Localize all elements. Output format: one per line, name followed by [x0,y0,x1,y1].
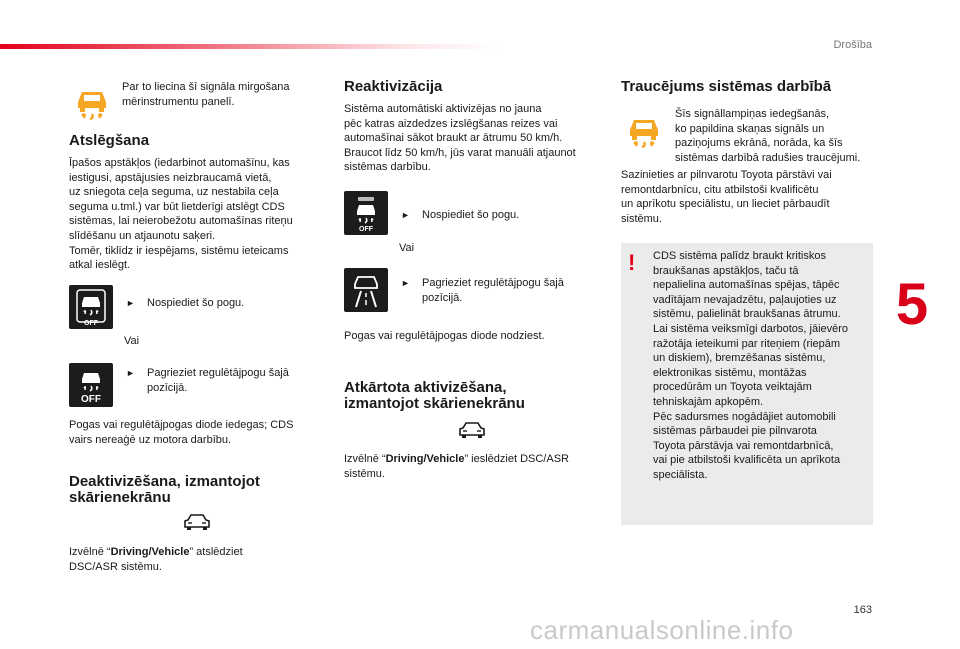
or-label: Vai [399,242,415,254]
reactivation-paragraph: Sistēma automātiski aktivizējas no jauna pēc katras aizdedzes izslēgšanas reizes vai automašīnai sākot braukt ar ātrumu 50 km/h. Braucot līdz 50 km/h, jūs varat manuāli atjaunot sistēmas darbību. [344,103,576,174]
warning-exclamation-icon: ! [628,250,636,275]
section-title: Drošība [833,39,872,51]
heading-touch-off: Deaktivizēšana, izmantojot skārienekrānu [69,473,260,506]
skid-warning-orange-icon [72,84,112,120]
or-label: Vai [124,335,140,347]
svg-text:OFF: OFF [359,226,373,232]
watermark: carmanualsonline.info [530,615,794,645]
intro-text: Par to liecina šī signāla mirgošana mērinstrumentu panelī. [122,81,290,108]
skid-warning-orange-icon [624,112,664,148]
led-on-text: Pogas vai regulētājpogas diode iedegas; CDS vairs nereaģē uz motora darbību. [69,419,294,446]
turn-wheel-bullet: ► Pagrieziet regulētājpogu šajā pozīcijā. [401,277,564,304]
esc-off-button-icon [344,191,388,235]
arrow-bullet-icon: ► [126,368,135,378]
arrow-bullet-icon: ► [126,298,135,308]
esc-off-button-icon [69,285,113,329]
car-road-wheel-icon [344,268,388,312]
fault-indented-paragraph: Šīs signāllampiņas iedegšanās, ko papildina skaņas signāls un paziņojums ekrānā, norāda, ka šīs sistēmas darbībā radušies traucējumi. [675,108,861,164]
page-number: 163 [853,604,872,616]
touch-off-text: Izvēlnē “Driving/Vehicle” atslēdziet DSC/ASR sistēmu. [69,546,243,573]
press-button-bullet: ► Nospiediet šo pogu. [126,297,245,309]
esc-off-wheel-icon [69,363,113,407]
heading-touch-on: Atkārtota aktivizēšana, izmantojot skārienekrānu [344,379,525,412]
car-icon [182,512,212,534]
led-off-text: Pogas vai regulētājpogas diode nodziest. [344,330,545,342]
press-button-bullet: ► Nospiediet šo pogu. [401,209,520,221]
heading-switch-off: Atslēgšana [69,132,150,149]
fault-paragraph: Sazinieties ar pilnvarotu Toyota pārstāvi vai remontdarbnīcu, citu atbilstoši kvalificētu un aprīkotu speciālistu, un lieciet pārbaudīt sistēmu. [621,169,832,225]
turn-wheel-bullet: ► Pagrieziet regulētājpogu šajā pozīcijā. [126,367,289,394]
arrow-bullet-icon: ► [401,278,410,288]
switch-off-paragraph: Īpašos apstākļos (iedarbinot automašīnu, kas iestigusi, apstājusies neizbraucamā vietā, uz sniegota ceļa seguma, uz nestabila ceļa seguma u.tml.) var būt lietderīgi atslēgt CDS sistēmas, lai neierobežotu automašīnas riteņu slīdēšanu un atjaunotu saķeri. Tomēr, tiklīdz ir iespējams, sistēmu ieteicams atkal ieslēgt. [69,157,293,272]
header-accent-bar [0,44,500,49]
touch-on-text: Izvēlnē “Driving/Vehicle” ieslēdziet DSC/ASR sistēmu. [344,453,569,480]
chapter-number: 5 [895,272,929,337]
car-icon [457,420,487,442]
svg-text:OFF: OFF [81,394,101,404]
off-label: OFF [84,320,98,326]
heading-reactivation: Reaktivizācija [344,78,443,95]
warning-text: CDS sistēma palīdz braukt kritiskos braukšanas apstākļos, taču tā nepalielina automašīnas spējas, tāpēc vadītājam nevajadzētu, paļaujoties uz sistēmu, palielināt braukšanas ātrumu. Lai sistēma veiksmīgi darbotos, jāievēro ražotāja ieteikumi par riteņiem (riepām un diskiem), bremzēšanas sistēmu, elektronikas sistēmu, montāžas procedūrām un Toyota veiktajām tehniskajām apkopēm. Pēc sadursmes nogādājiet automobili sistēmas pārbaudei pie pilnvarota Toyota pārstāvja vai remontdarbnīcā, vai pie atbilstoši kvalificēta un aprīkota speciālista. [653,250,849,481]
arrow-bullet-icon: ► [401,210,410,220]
heading-fault: Traucējums sistēmas darbībā [621,78,832,95]
